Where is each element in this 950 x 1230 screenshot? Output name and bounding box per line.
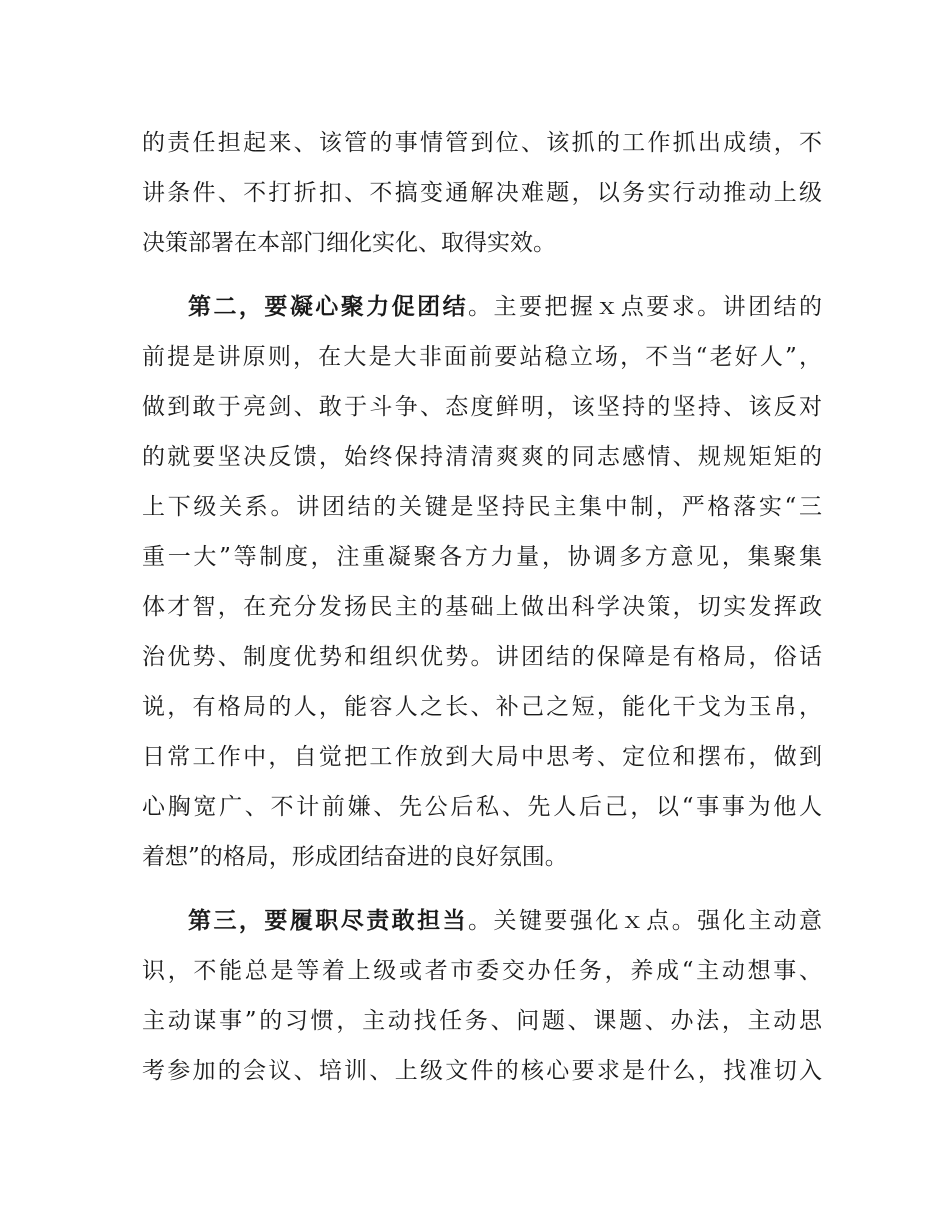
section-heading-second: 第二，要凝心聚力促团结 — [188, 294, 469, 320]
text-line: 的就要坚决反馈，始终保持清清爽爽的同志感情、规规矩矩的 — [142, 444, 822, 470]
text-line — [142, 896, 822, 946]
paragraph-third — [142, 896, 822, 1096]
text-line: 重一大”等制度，注重凝聚各方力量，协调多方意见，集聚集 — [142, 544, 822, 570]
paragraph-gap — [142, 268, 822, 282]
text-line: 着想”的格局，形成团结奋进的良好氛围。 — [142, 844, 568, 870]
paragraph-second — [142, 282, 822, 882]
text-line: 的责任担起来、该管的事情管到位、该抓的工作抓出成绩，不 — [142, 130, 822, 156]
text-line: 前提是讲原则，在大是大非面前要站稳立场，不当“老好人”， — [142, 344, 822, 370]
paragraph-continuation — [142, 118, 822, 268]
text-line: 讲条件、不打折扣、不搞变通解决难题，以务实行动推动上级 — [142, 180, 822, 206]
text-line: 考参加的会议、培训、上级文件的核心要求是什么，找准切入 — [142, 1058, 822, 1084]
document-body — [142, 118, 822, 1096]
text-line: 决策部署在本部门细化实化、取得实效。 — [142, 230, 556, 256]
text-line: 日常工作中，自觉把工作放到大局中思考、定位和摆布，做到 — [142, 744, 822, 770]
paragraph-gap — [142, 882, 822, 896]
text-line: 识，不能总是等着上级或者市委交办任务，养成“主动想事、 — [142, 958, 822, 984]
text-run: 。主要把握ｘ点要求。讲团结的 — [468, 294, 822, 320]
text-line: 做到敢于亮剑、敢于斗争、态度鲜明，该坚持的坚持、该反对 — [142, 394, 822, 420]
text-line: 治优势、制度优势和组织优势。讲团结的保障是有格局，俗话 — [142, 644, 822, 670]
text-line: 说，有格局的人，能容人之长、补己之短，能化干戈为玉帛， — [142, 694, 822, 720]
text-line — [142, 282, 822, 332]
text-line: 体才智，在充分发扬民主的基础上做出科学决策，切实发挥政 — [142, 594, 822, 620]
text-line: 主动谋事”的习惯，主动找任务、问题、课题、办法，主动思 — [142, 1008, 822, 1034]
text-line: 上下级关系。讲团结的关键是坚持民主集中制，严格落实“三 — [142, 494, 822, 520]
section-heading-third: 第三，要履职尽责敢担当 — [188, 908, 469, 934]
text-run: 。关键要强化ｘ点。强化主动意 — [468, 908, 822, 934]
text-line: 心胸宽广、不计前嫌、先公后私、先人后己，以“事事为他人 — [142, 794, 822, 820]
